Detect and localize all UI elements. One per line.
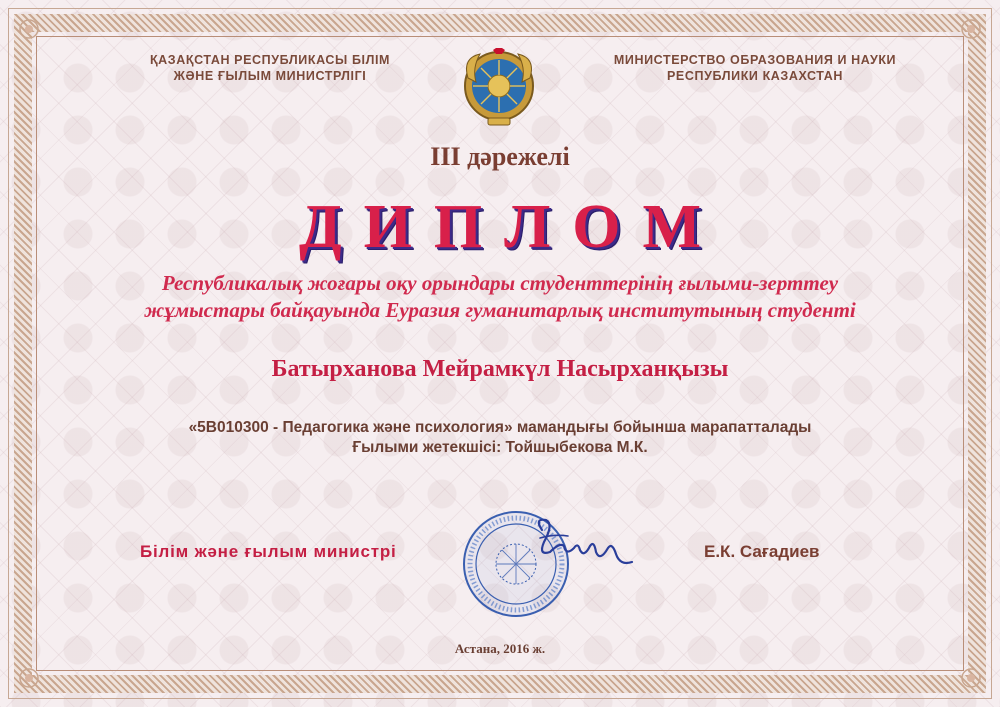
award-line1: «5В010300 - Педагогика және психология» мамандығы бойынша марапатталады [188, 419, 812, 436]
recipient-name: Батырханова Мейрамкүл Насырханқызы [271, 356, 729, 382]
corner-ornament-icon [956, 14, 986, 44]
competition-description [60, 270, 940, 324]
ministry-header-kazakh [110, 52, 430, 84]
award-line2: Ғылыми жетекшісі: Тойшыбекова М.К. [352, 439, 648, 456]
corner-ornament-icon [14, 14, 44, 44]
minister-name: Е.К. Сағадиев [704, 542, 820, 561]
signature-icon [520, 512, 640, 570]
competition-line1: Республикалық жоғары оқу орындары студенттерінің ғылыми-зерттеу [161, 271, 839, 295]
competition-line2: жұмыстары байқауында Еуразия гуманитарлық институтының студенті [144, 298, 856, 322]
place-date: Астана, 2016 ж. [454, 641, 546, 656]
header-right-line1: МИНИСТЕРСТВО ОБРАЗОВАНИЯ И НАУКИ [613, 53, 897, 67]
ministry-header-russian [590, 52, 920, 84]
minister-title: Білім және ғылым министрі [140, 542, 397, 561]
corner-ornament-icon [956, 663, 986, 693]
header-right-line2: РЕСПУБЛИКИ КАЗАХСТАН [667, 69, 843, 83]
header-left-line1: ҚАЗАҚСТАН РЕСПУБЛИКАСЫ БІЛІМ [149, 53, 391, 67]
award-details [0, 418, 1000, 458]
state-emblem-icon [462, 48, 536, 128]
header-left-line2: ЖӘНЕ ҒЫЛЫМ МИНИСТРЛІГІ [173, 69, 367, 83]
diploma-title: ДИПЛОМ [298, 193, 724, 261]
diploma-degree: III дәрежелі [430, 142, 570, 171]
corner-ornament-icon [14, 663, 44, 693]
